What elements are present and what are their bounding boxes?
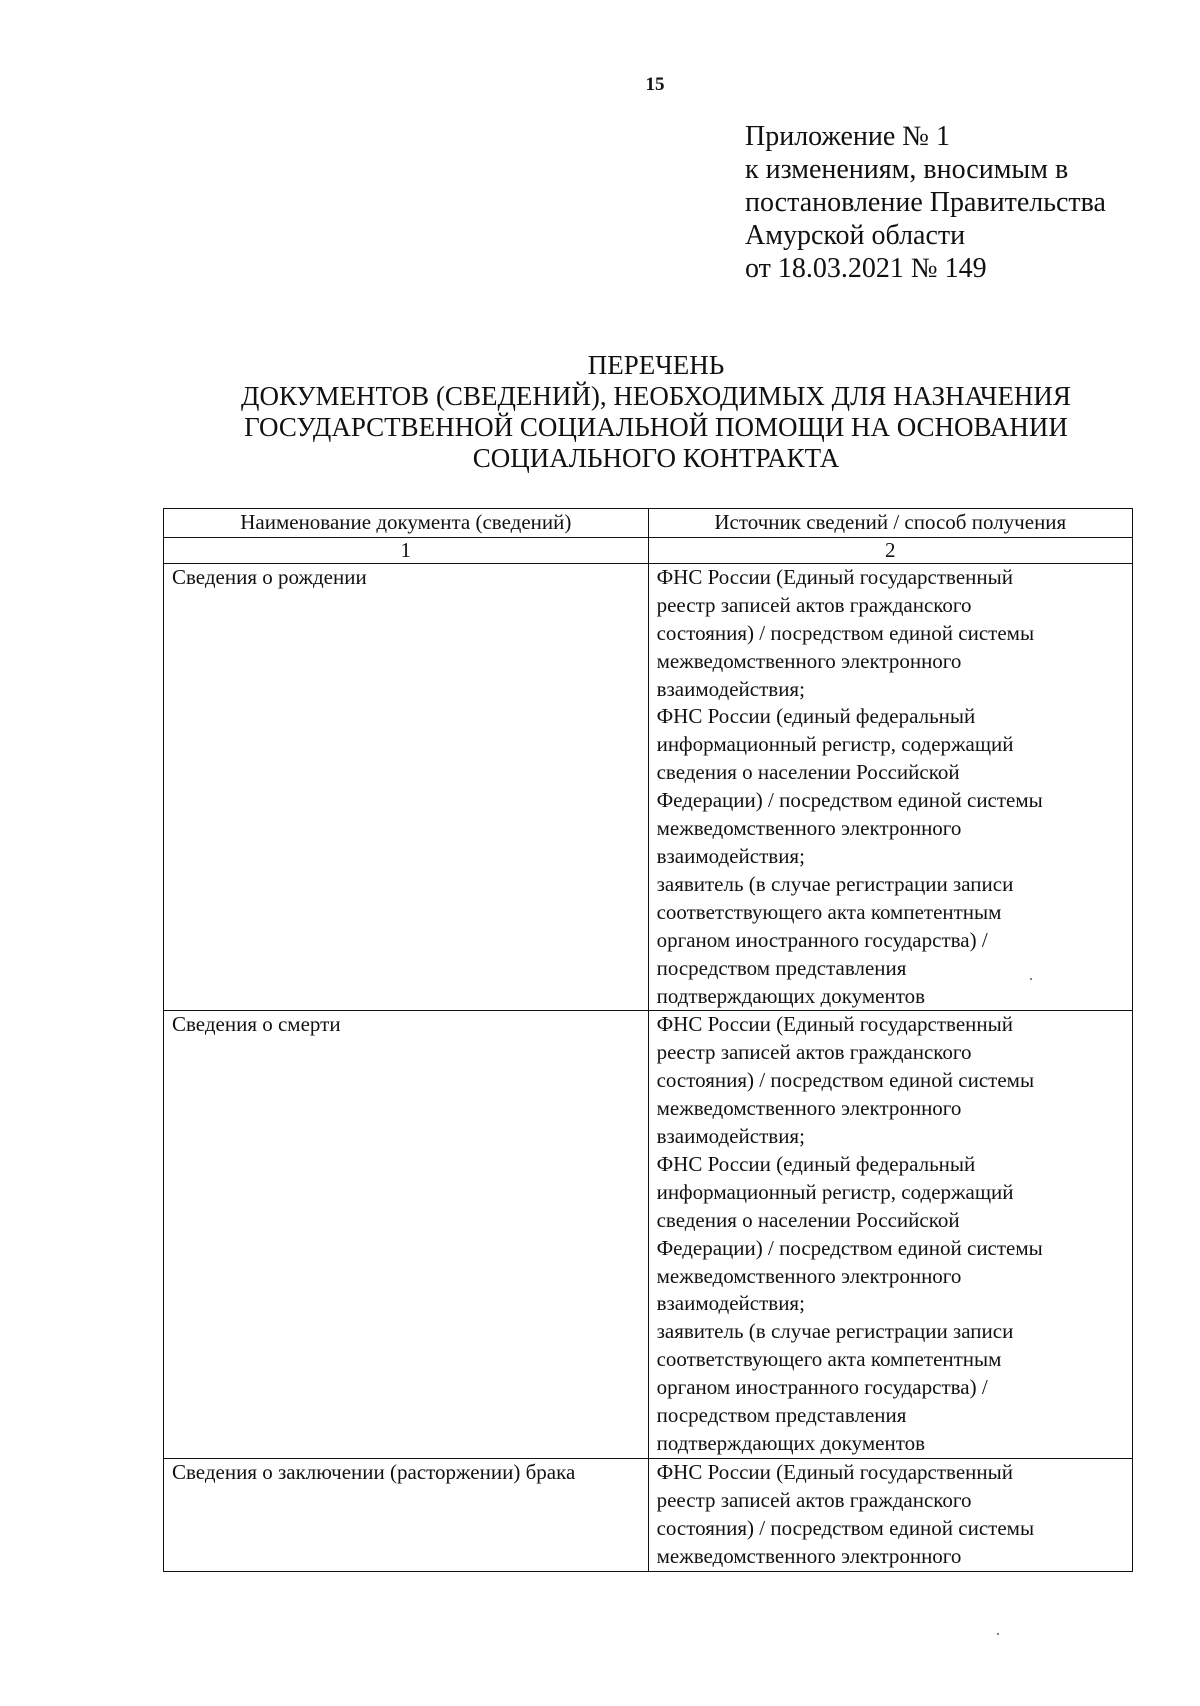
source-line: состояния) / посредством единой системы [656, 1515, 1035, 1540]
source-line: взаимодействия; [656, 1124, 805, 1149]
source-line: взаимодействия; [656, 676, 805, 701]
document-name-cell: Сведения о рождении [164, 563, 649, 1011]
source-line: органом иностранного государства) / [656, 1375, 988, 1400]
appendix-line: Приложение № 1 [745, 121, 950, 152]
source-line: соответствующего акта компетентным [656, 899, 1002, 924]
title-line: СОЦИАЛЬНОГО КОНТРАКТА [472, 443, 840, 473]
source-line: сведения о населении Российской [656, 760, 960, 785]
source-line: сведения о населении Российской [656, 1207, 960, 1232]
source-line: межведомственного электронного [656, 1096, 962, 1121]
document-name-cell: Сведения о заключении (расторжении) брака [164, 1458, 649, 1571]
source-line: реестр записей актов гражданского [656, 1487, 972, 1512]
source-line: ФНС России (Единый государственный [656, 564, 1013, 589]
source-line: ФНС России (Единый государственный [656, 1459, 1013, 1484]
source-line: подтверждающих документов [656, 1431, 926, 1455]
document-title [150, 350, 1162, 474]
appendix-header [745, 120, 1106, 285]
source-line: заявитель (в случае регистрации записи [656, 1319, 1014, 1344]
source-line: ФНС России (единый федеральный [656, 704, 976, 729]
source-line: информационный регистр, содержащий [656, 732, 1014, 757]
source-cell [648, 1458, 1132, 1571]
source-line: состояния) / посредством единой системы [656, 1068, 1035, 1093]
source-line: посредством представления [656, 955, 907, 980]
appendix-line: от 18.03.2021 № 149 [745, 253, 987, 284]
table-row [164, 563, 1133, 1011]
source-line: Федерации) / посредством единой системы [656, 1235, 1043, 1260]
source-line: заявитель (в случае регистрации записи [656, 871, 1014, 896]
source-line: межведомственного электронного [656, 648, 962, 673]
column-number-row [164, 537, 1133, 563]
source-line: ФНС России (Единый государственный [656, 1012, 1013, 1037]
appendix-line: к изменениям, вносимым в [745, 154, 1069, 185]
scan-speck [997, 1633, 999, 1635]
title-line: ДОКУМЕНТОВ (СВЕДЕНИЙ), НЕОБХОДИМЫХ ДЛЯ НАЗНАЧЕНИЯ [241, 381, 1071, 411]
table-row [164, 1011, 1133, 1459]
source-line: соответствующего акта компетентным [656, 1347, 1002, 1372]
source-line: подтверждающих документов [656, 983, 926, 1008]
column-header-source: Источник сведений / способ получения [648, 509, 1132, 538]
source-line: состояния) / посредством единой системы [656, 620, 1035, 645]
source-line: реестр записей актов гражданского [656, 592, 972, 617]
source-line: информационный регистр, содержащий [656, 1179, 1014, 1204]
source-line: посредством представления [656, 1403, 907, 1428]
title-line: ГОСУДАРСТВЕННОЙ СОЦИАЛЬНОЙ ПОМОЩИ НА ОСНОВАНИИ [244, 412, 1068, 442]
source-line: межведомственного электронного [656, 816, 962, 841]
column-number: 1 [164, 537, 649, 563]
document-name-cell: Сведения о смерти [164, 1011, 649, 1459]
source-line: межведомственного электронного [656, 1263, 962, 1288]
source-line: взаимодействия; [656, 843, 805, 868]
source-line: реестр записей актов гражданского [656, 1040, 972, 1065]
source-line: Федерации) / посредством единой системы [656, 788, 1043, 813]
column-number: 2 [648, 537, 1132, 563]
source-cell [648, 1011, 1132, 1459]
title-line: ПЕРЕЧЕНЬ [587, 350, 725, 380]
appendix-line: Амурской области [745, 220, 966, 251]
scan-speck [1030, 978, 1032, 980]
documents-table [163, 508, 1133, 1572]
source-line: межведомственного электронного [656, 1543, 962, 1568]
page-number: 15 [645, 74, 665, 95]
source-line: органом иностранного государства) / [656, 927, 988, 952]
table-row [164, 1458, 1133, 1571]
source-line: ФНС России (единый федеральный [656, 1151, 976, 1176]
appendix-line: постановление Правительства [745, 187, 1106, 218]
table-header-row [164, 509, 1133, 538]
source-line: взаимодействия; [656, 1291, 805, 1316]
source-cell [648, 563, 1132, 1011]
column-header-name: Наименование документа (сведений) [164, 509, 649, 538]
